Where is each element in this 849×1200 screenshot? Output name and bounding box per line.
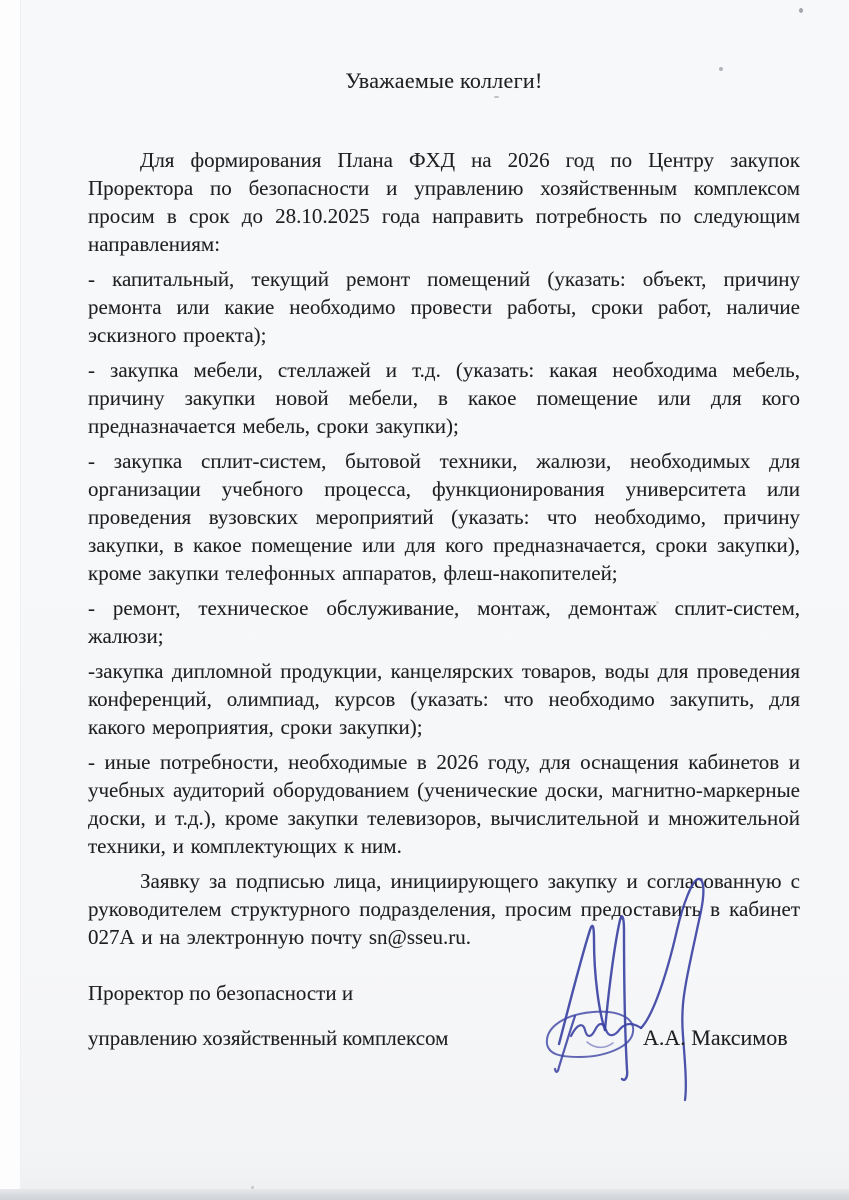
salutation: Уважаемые коллеги! — [345, 68, 543, 93]
closing-paragraph: Заявку за подписью лица, инициирующего закупку и согласованную с руководителем структурного подразделения, просим предоставить в кабинет 027А и на электронную почту sn@sseu.ru. — [88, 869, 800, 949]
list-item-maintenance: - ремонт, техническое обслуживание, монтаж, демонтаж сплит-систем, жалюзи; — [88, 596, 800, 648]
scan-speck — [656, 601, 659, 604]
scanner-edge-bottom — [0, 1189, 849, 1200]
scan-speck — [719, 67, 723, 71]
handwritten-signature-icon — [535, 866, 715, 1111]
list-item-stationery: -закупка дипломной продукции, канцелярских товаров, воды для проведения конференций, олимпиад, курсов (указать: что необходимо закупить, для какого мероприятия, сроки закупки); — [88, 659, 800, 739]
signature-role-line1: Проректор по безопасности и — [88, 981, 354, 1005]
list-item-split-systems: - закупка сплит-систем, бытовой техники, жалюзи, необходимых для организации учебного процесса, функционирования университета или проведения вузовских мероприятий (указать: что необходимо, причину закупки, в какое помещение или для кого предназначается, сроки закупки), кроме закупки телефонных аппаратов, флеш-накопителей; — [88, 449, 800, 585]
intro-paragraph: Для формирования Плана ФХД на 2026 год по Центру закупок Проректора по безопасности и управлению хозяйственным комплексом просим в срок до 28.10.2025 года направить потребность по следующим направлениям: — [88, 148, 800, 256]
list-item-other-needs: - иные потребности, необходимые в 2026 году, для оснащения кабинетов и учебных аудиторий оборудованием (ученические доски, магнитно-маркерные доски, и т.д.), кроме закупки телевизоров, вычислительной и множительной техники, и комплектующих к ним. — [88, 750, 800, 858]
scan-speck — [494, 96, 499, 98]
list-item-repair: - капитальный, текущий ремонт помещений (указать: объект, причину ремонта или какие необходимо провести работы, сроки работ, наличие эскизного проекта); — [88, 267, 800, 347]
scanner-edge-left — [0, 0, 21, 1200]
letter-body — [88, 68, 800, 958]
signature-role-line2: управлению хозяйственный комплексом — [88, 1026, 449, 1050]
list-item-furniture: - закупка мебели, стеллажей и т.д. (указать: какая необходима мебель, причину закупки новой мебели, в какое помещение или для кого предназначается мебель, сроки закупки); — [88, 358, 800, 438]
scan-speck — [799, 8, 803, 13]
signatory-name: А.А. Максимов — [643, 1025, 788, 1050]
